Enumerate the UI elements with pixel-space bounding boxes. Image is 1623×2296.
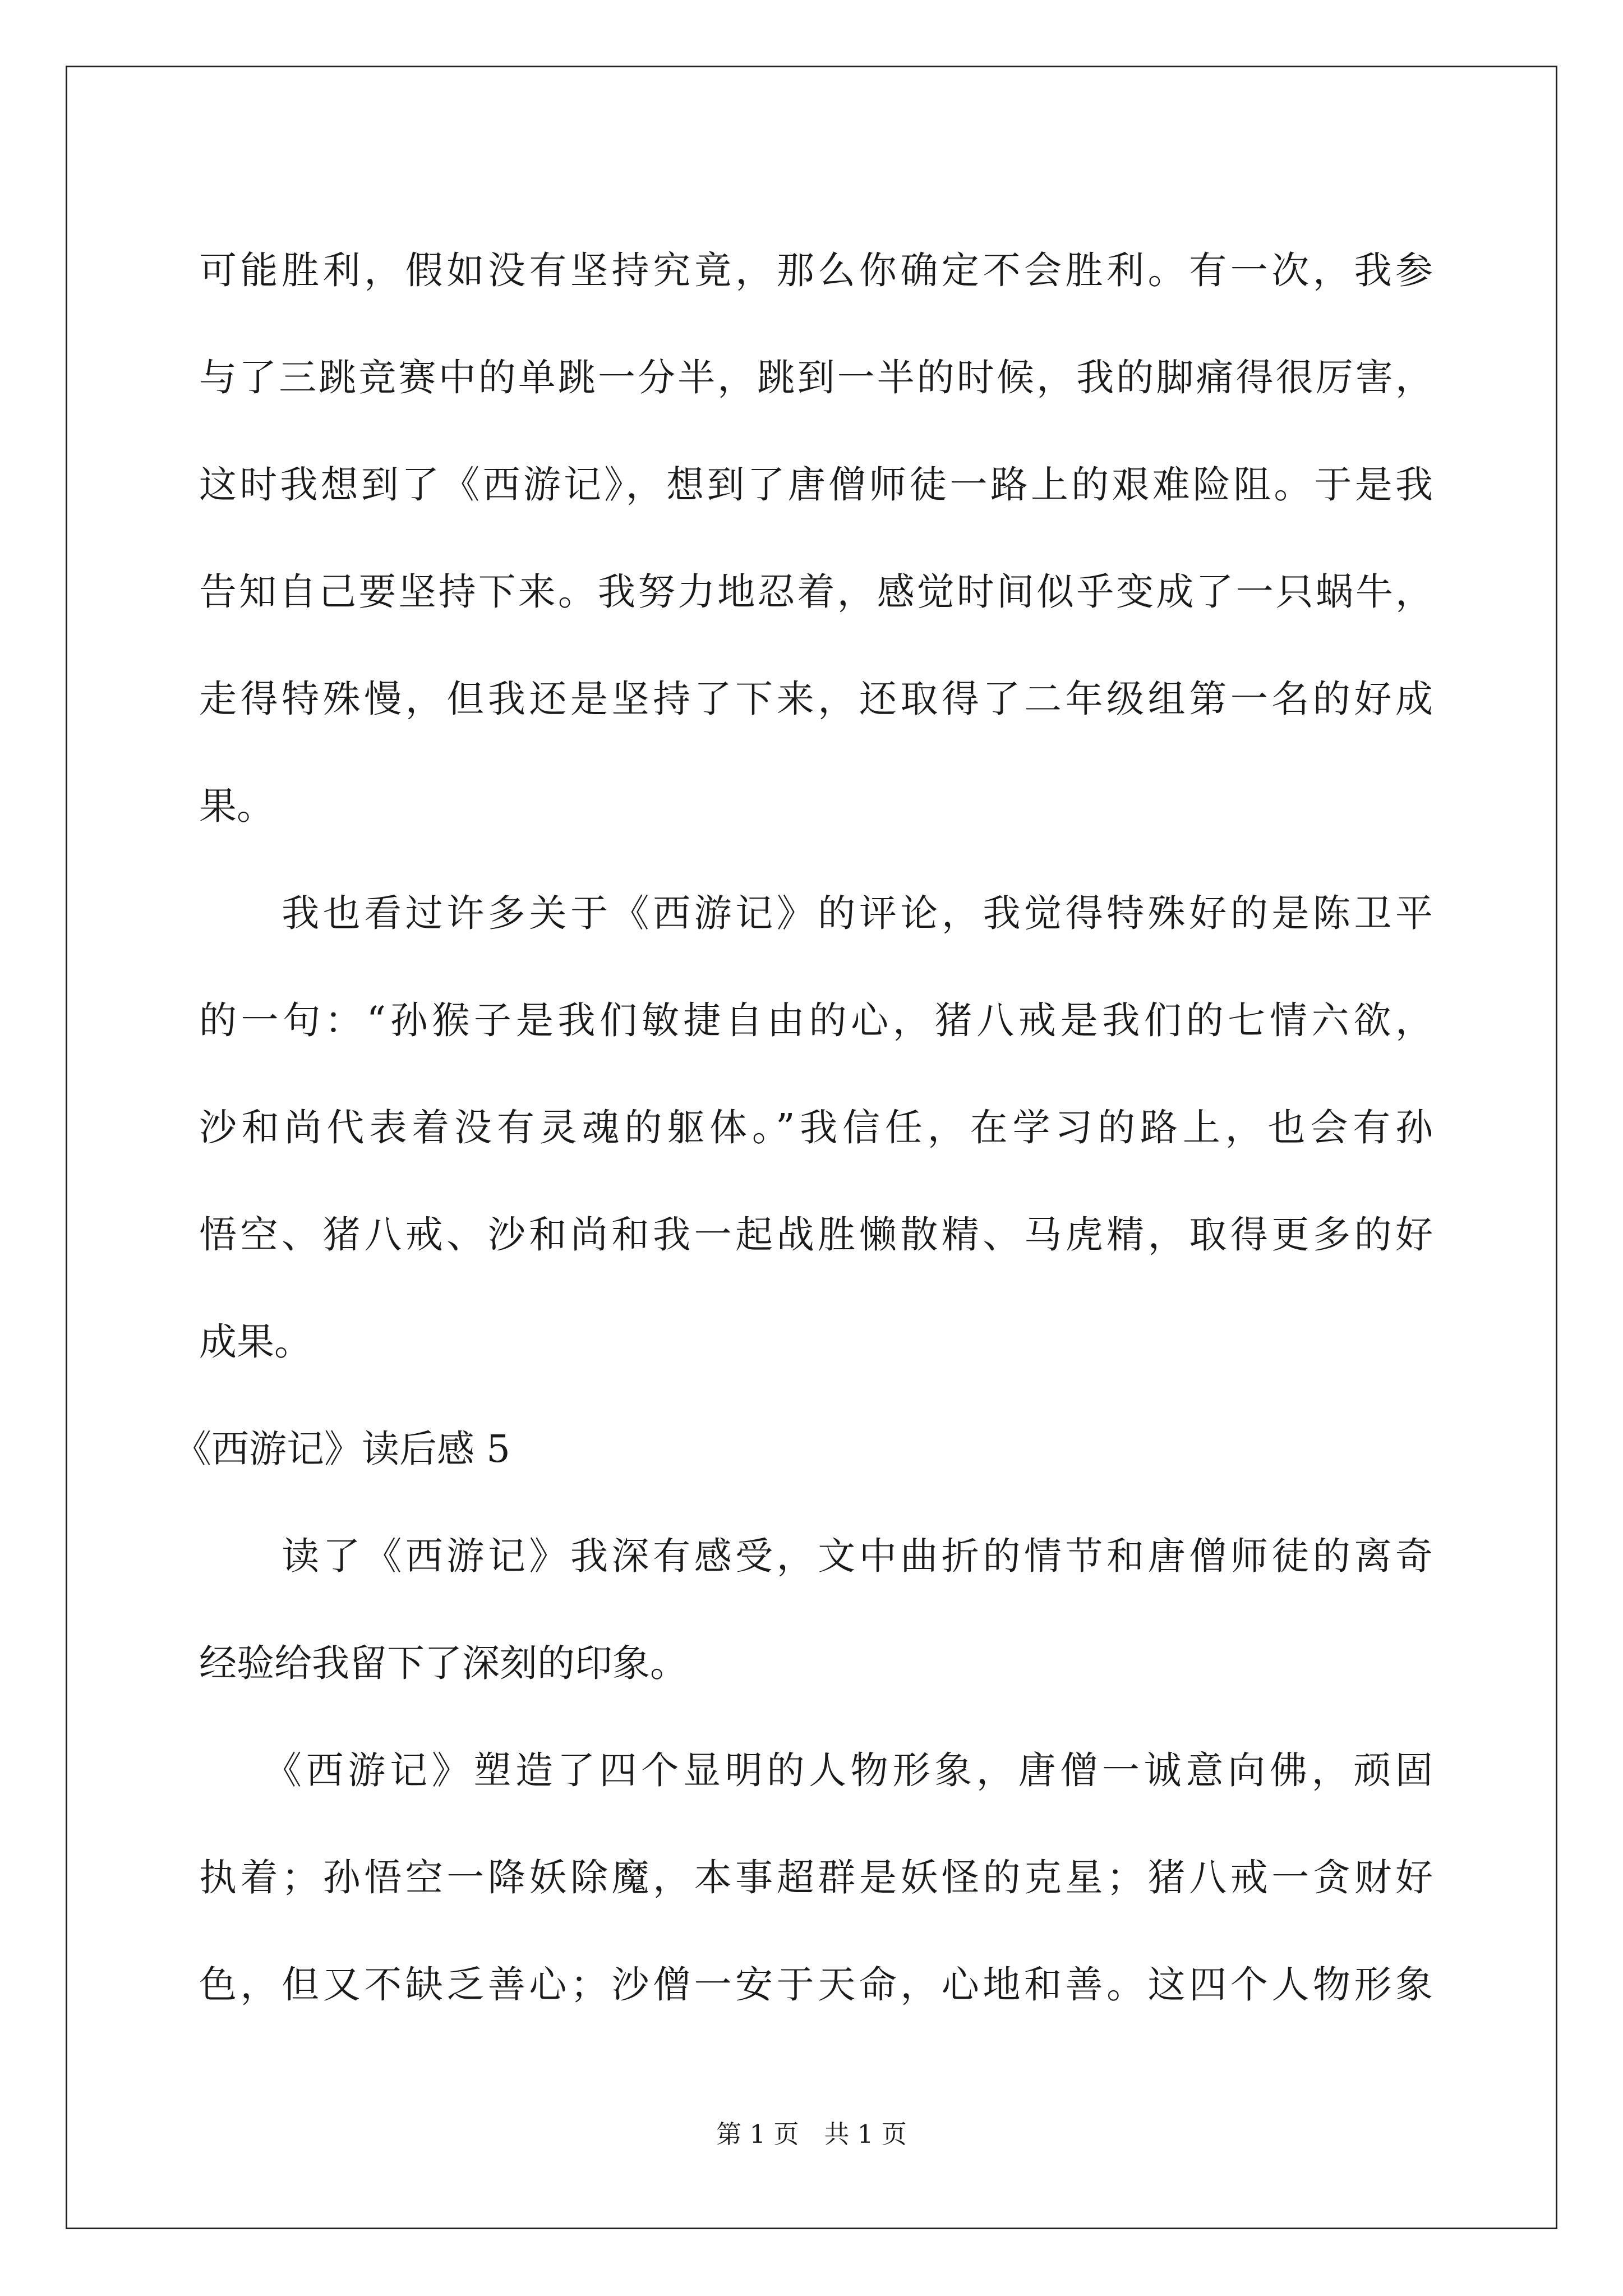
text-line: 成果。 (199, 1320, 312, 1364)
text-line: 我也看过许多关于《西游记》的评论，我觉得特殊好的是陈卫平 (199, 891, 1433, 935)
text-line: 《西游记》塑造了四个显明的人物形象，唐僧一诚意向佛，顽固 (199, 1749, 1433, 1792)
text-line: 的一句：“孙猴子是我们敏捷自由的心，猪八戒是我们的七情六欲， (199, 999, 1433, 1042)
text-line: 可能胜利，假如没有坚持究竟，那么你确定不会胜利。有一次，我参 (199, 249, 1433, 292)
section-heading: 《西游记》读后感 5 (174, 1427, 510, 1471)
document-body (174, 217, 1433, 2039)
text-line: 走得特殊慢，但我还是坚持了下来，还取得了二年级组第一名的好成 (199, 677, 1433, 721)
text-line: 沙和尚代表着没有灵魂的躯体。”我信任，在学习的路上，也会有孙 (199, 1106, 1433, 1149)
page-number-footer: 第 1 页 共 1 页 (716, 2119, 907, 2149)
text-line: 悟空、猪八戒、沙和尚和我一起战胜懒散精、马虎精，取得更多的好 (199, 1213, 1433, 1257)
text-line: 色，但又不缺乏善心；沙僧一安于天命，心地和善。这四个人物形象 (199, 1963, 1433, 2007)
text-line: 执着；孙悟空一降妖除魔，本事超群是妖怪的克星；猪八戒一贪财好 (199, 1856, 1433, 1899)
text-line: 告知自己要坚持下来。我努力地忍着，感觉时间似乎变成了一只蜗牛， (199, 570, 1433, 614)
text-line: 读了《西游记》我深有感受，文中曲折的情节和唐僧师徒的离奇 (199, 1534, 1433, 1578)
text-line: 果。 (199, 784, 274, 828)
text-line: 这时我想到了《西游记》，想到了唐僧师徒一路上的艰难险阻。于是我 (199, 463, 1433, 507)
text-line: 与了三跳竞赛中的单跳一分半，跳到一半的时候，我的脚痛得很厉害， (199, 356, 1433, 399)
text-line: 经验给我留下了深刻的印象。 (199, 1641, 688, 1685)
